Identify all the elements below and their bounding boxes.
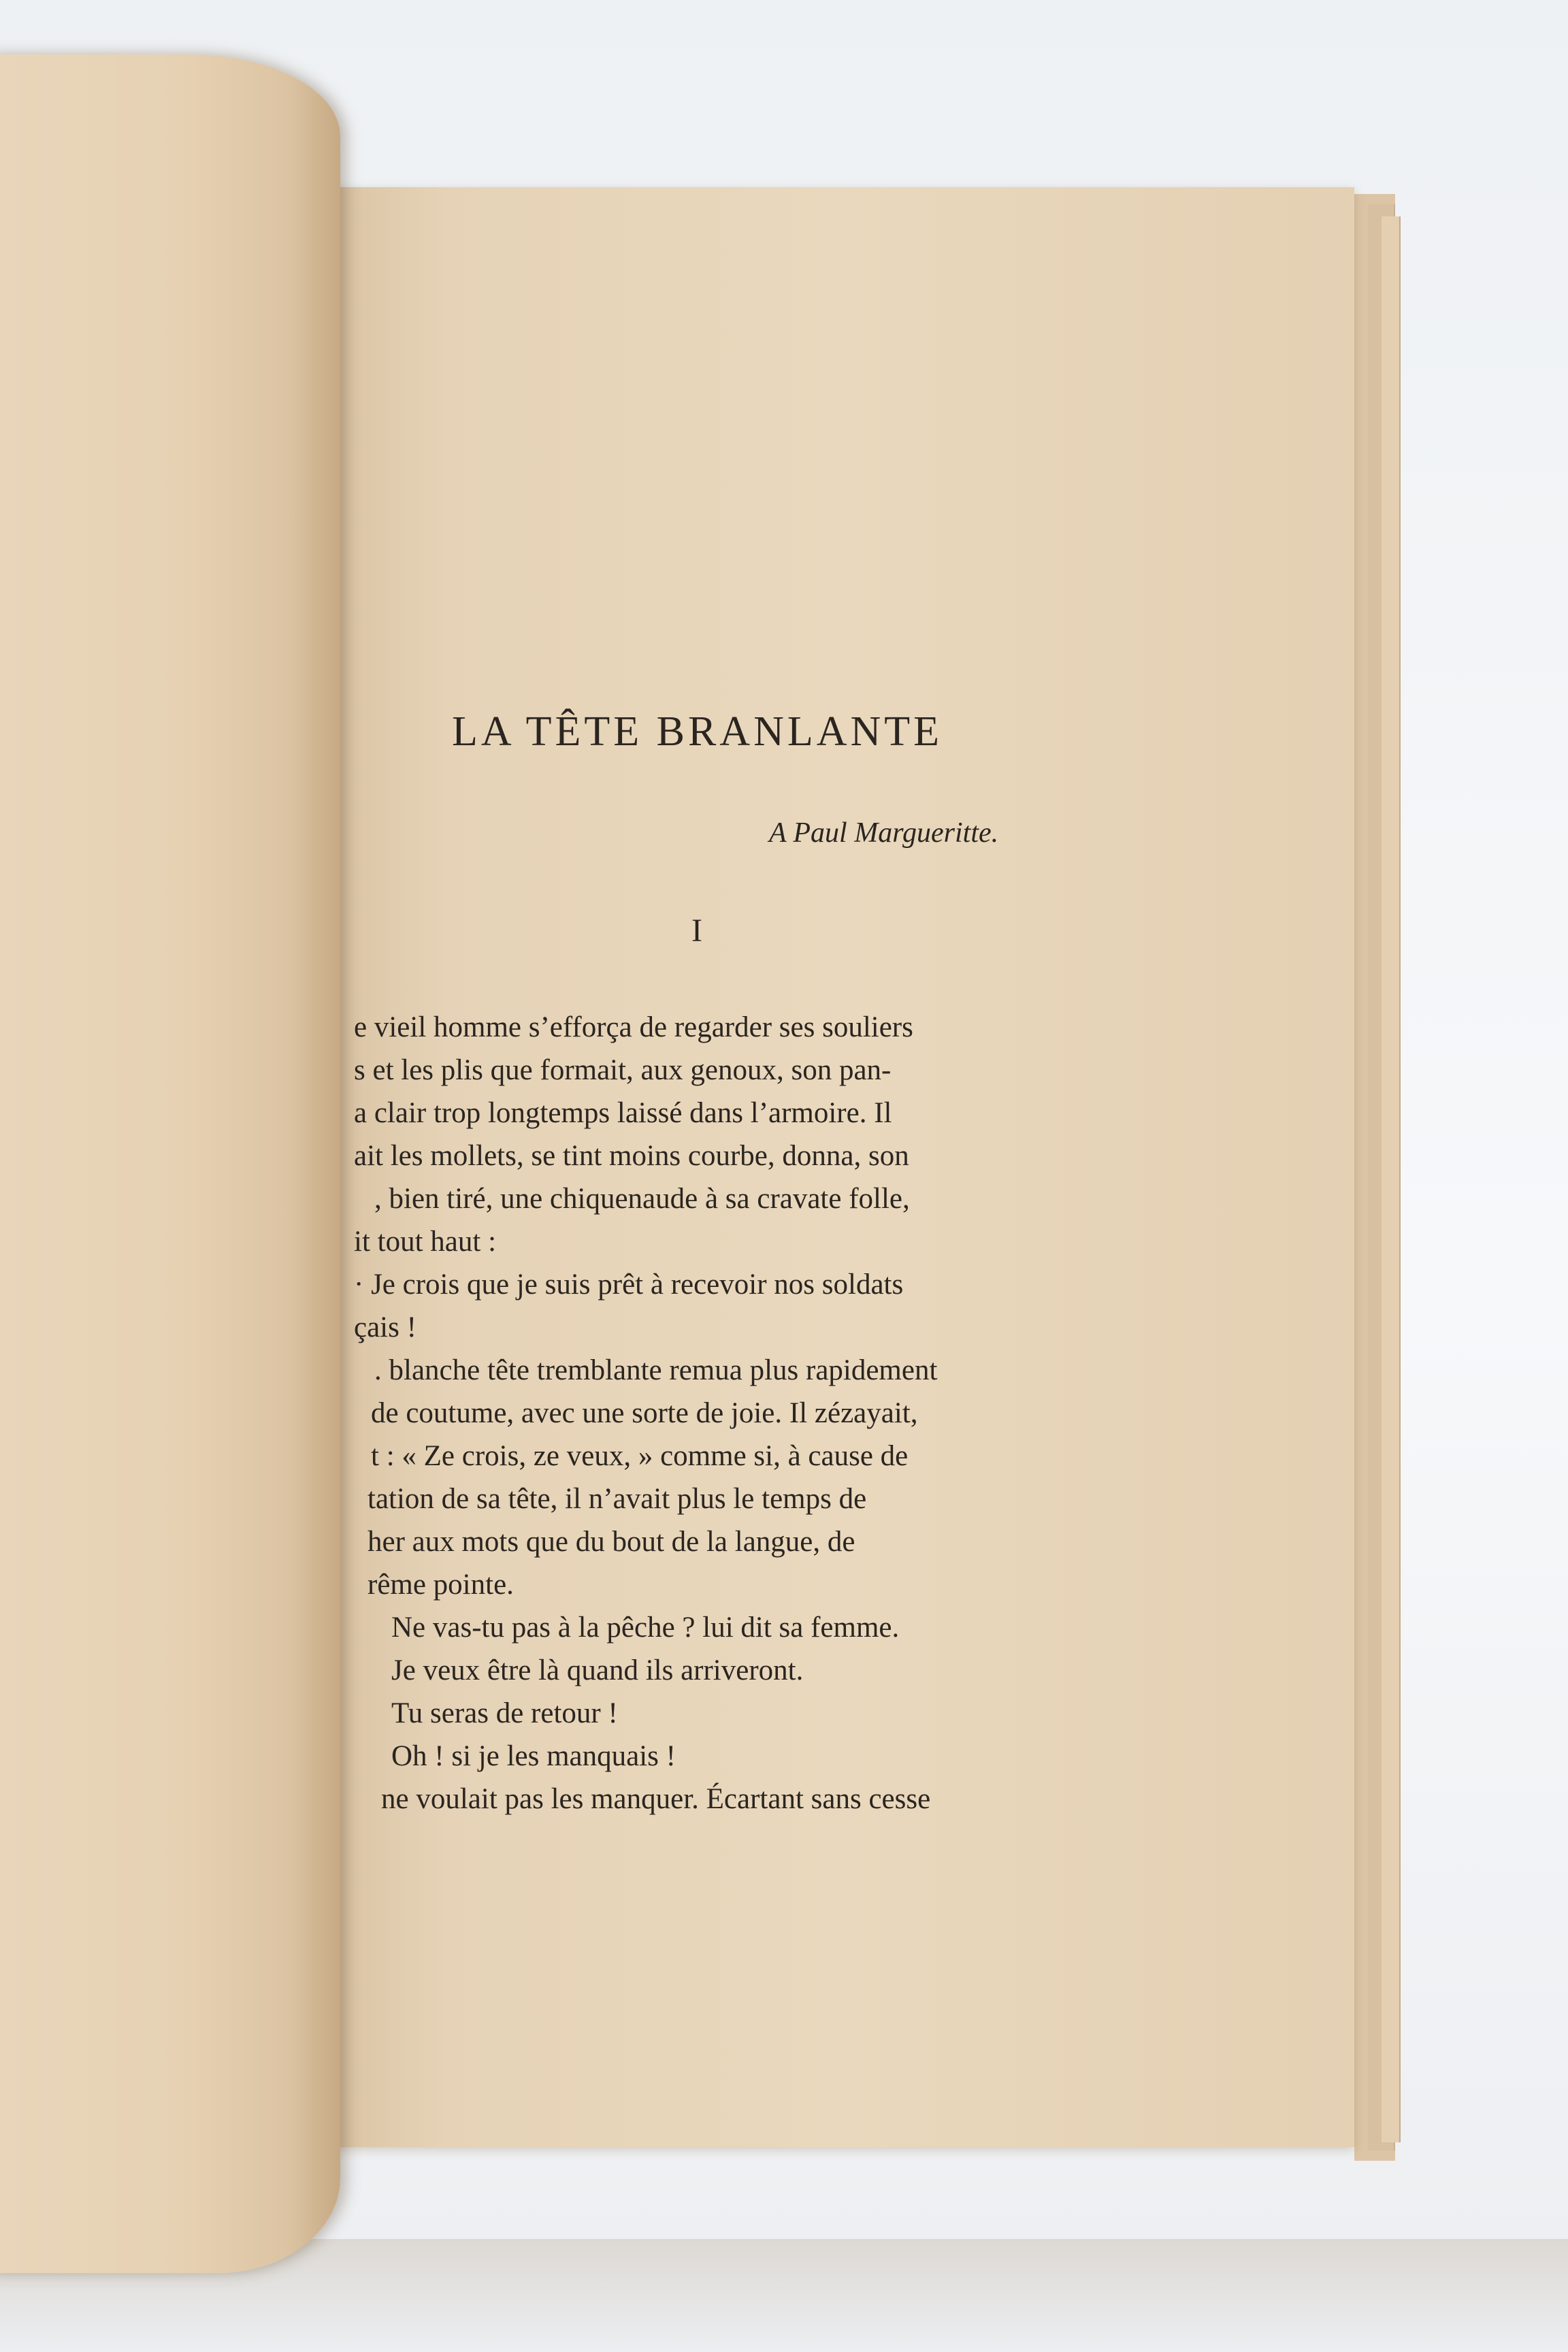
dedication: A Paul Margueritte.	[769, 817, 999, 849]
text-line: de coutume, avec une sorte de joie. Il zézayait,	[371, 1397, 918, 1429]
text-line: ait les mollets, se tint moins courbe, donna, son	[354, 1140, 909, 1172]
text-line: ne voulait pas les manquer. Écartant sans cesse	[381, 1783, 931, 1815]
text-line: Oh ! si je les manquais !	[391, 1740, 676, 1772]
section-number: I	[691, 913, 702, 949]
text-line: · Je crois que je suis prêt à recevoir nos soldats	[354, 1269, 904, 1301]
text-line: her aux mots que du bout de la langue, de	[368, 1526, 855, 1558]
page-stack-edge	[1382, 216, 1401, 2142]
left-page-curl	[0, 54, 340, 2273]
text-line: Tu seras de retour !	[391, 1697, 618, 1729]
text-line: tation de sa tête, il n’avait plus le temps de	[368, 1483, 867, 1515]
chapter-title: LA TÊTE BRANLANTE	[452, 708, 943, 755]
text-line: t : « Ze crois, ze veux, » comme si, à cause de	[371, 1440, 909, 1472]
text-line: Je veux être là quand ils arriveront.	[391, 1654, 804, 1686]
text-line: e vieil homme s’efforça de regarder ses souliers	[354, 1011, 913, 1043]
text-line: çais !	[354, 1311, 416, 1343]
text-line: , bien tiré, une chiquenaude à sa cravate folle,	[374, 1183, 910, 1215]
text-line: a clair trop longtemps laissé dans l’armoire. Il	[354, 1097, 892, 1129]
text-line: it tout haut :	[354, 1226, 497, 1258]
text-line: . blanche tête tremblante remua plus rapidement	[374, 1354, 938, 1386]
text-line: s et les plis que formait, aux genoux, son pan-	[354, 1054, 892, 1086]
text-line: rême pointe.	[368, 1569, 514, 1601]
text-line: Ne vas-tu pas à la pêche ? lui dit sa femme.	[391, 1612, 900, 1644]
